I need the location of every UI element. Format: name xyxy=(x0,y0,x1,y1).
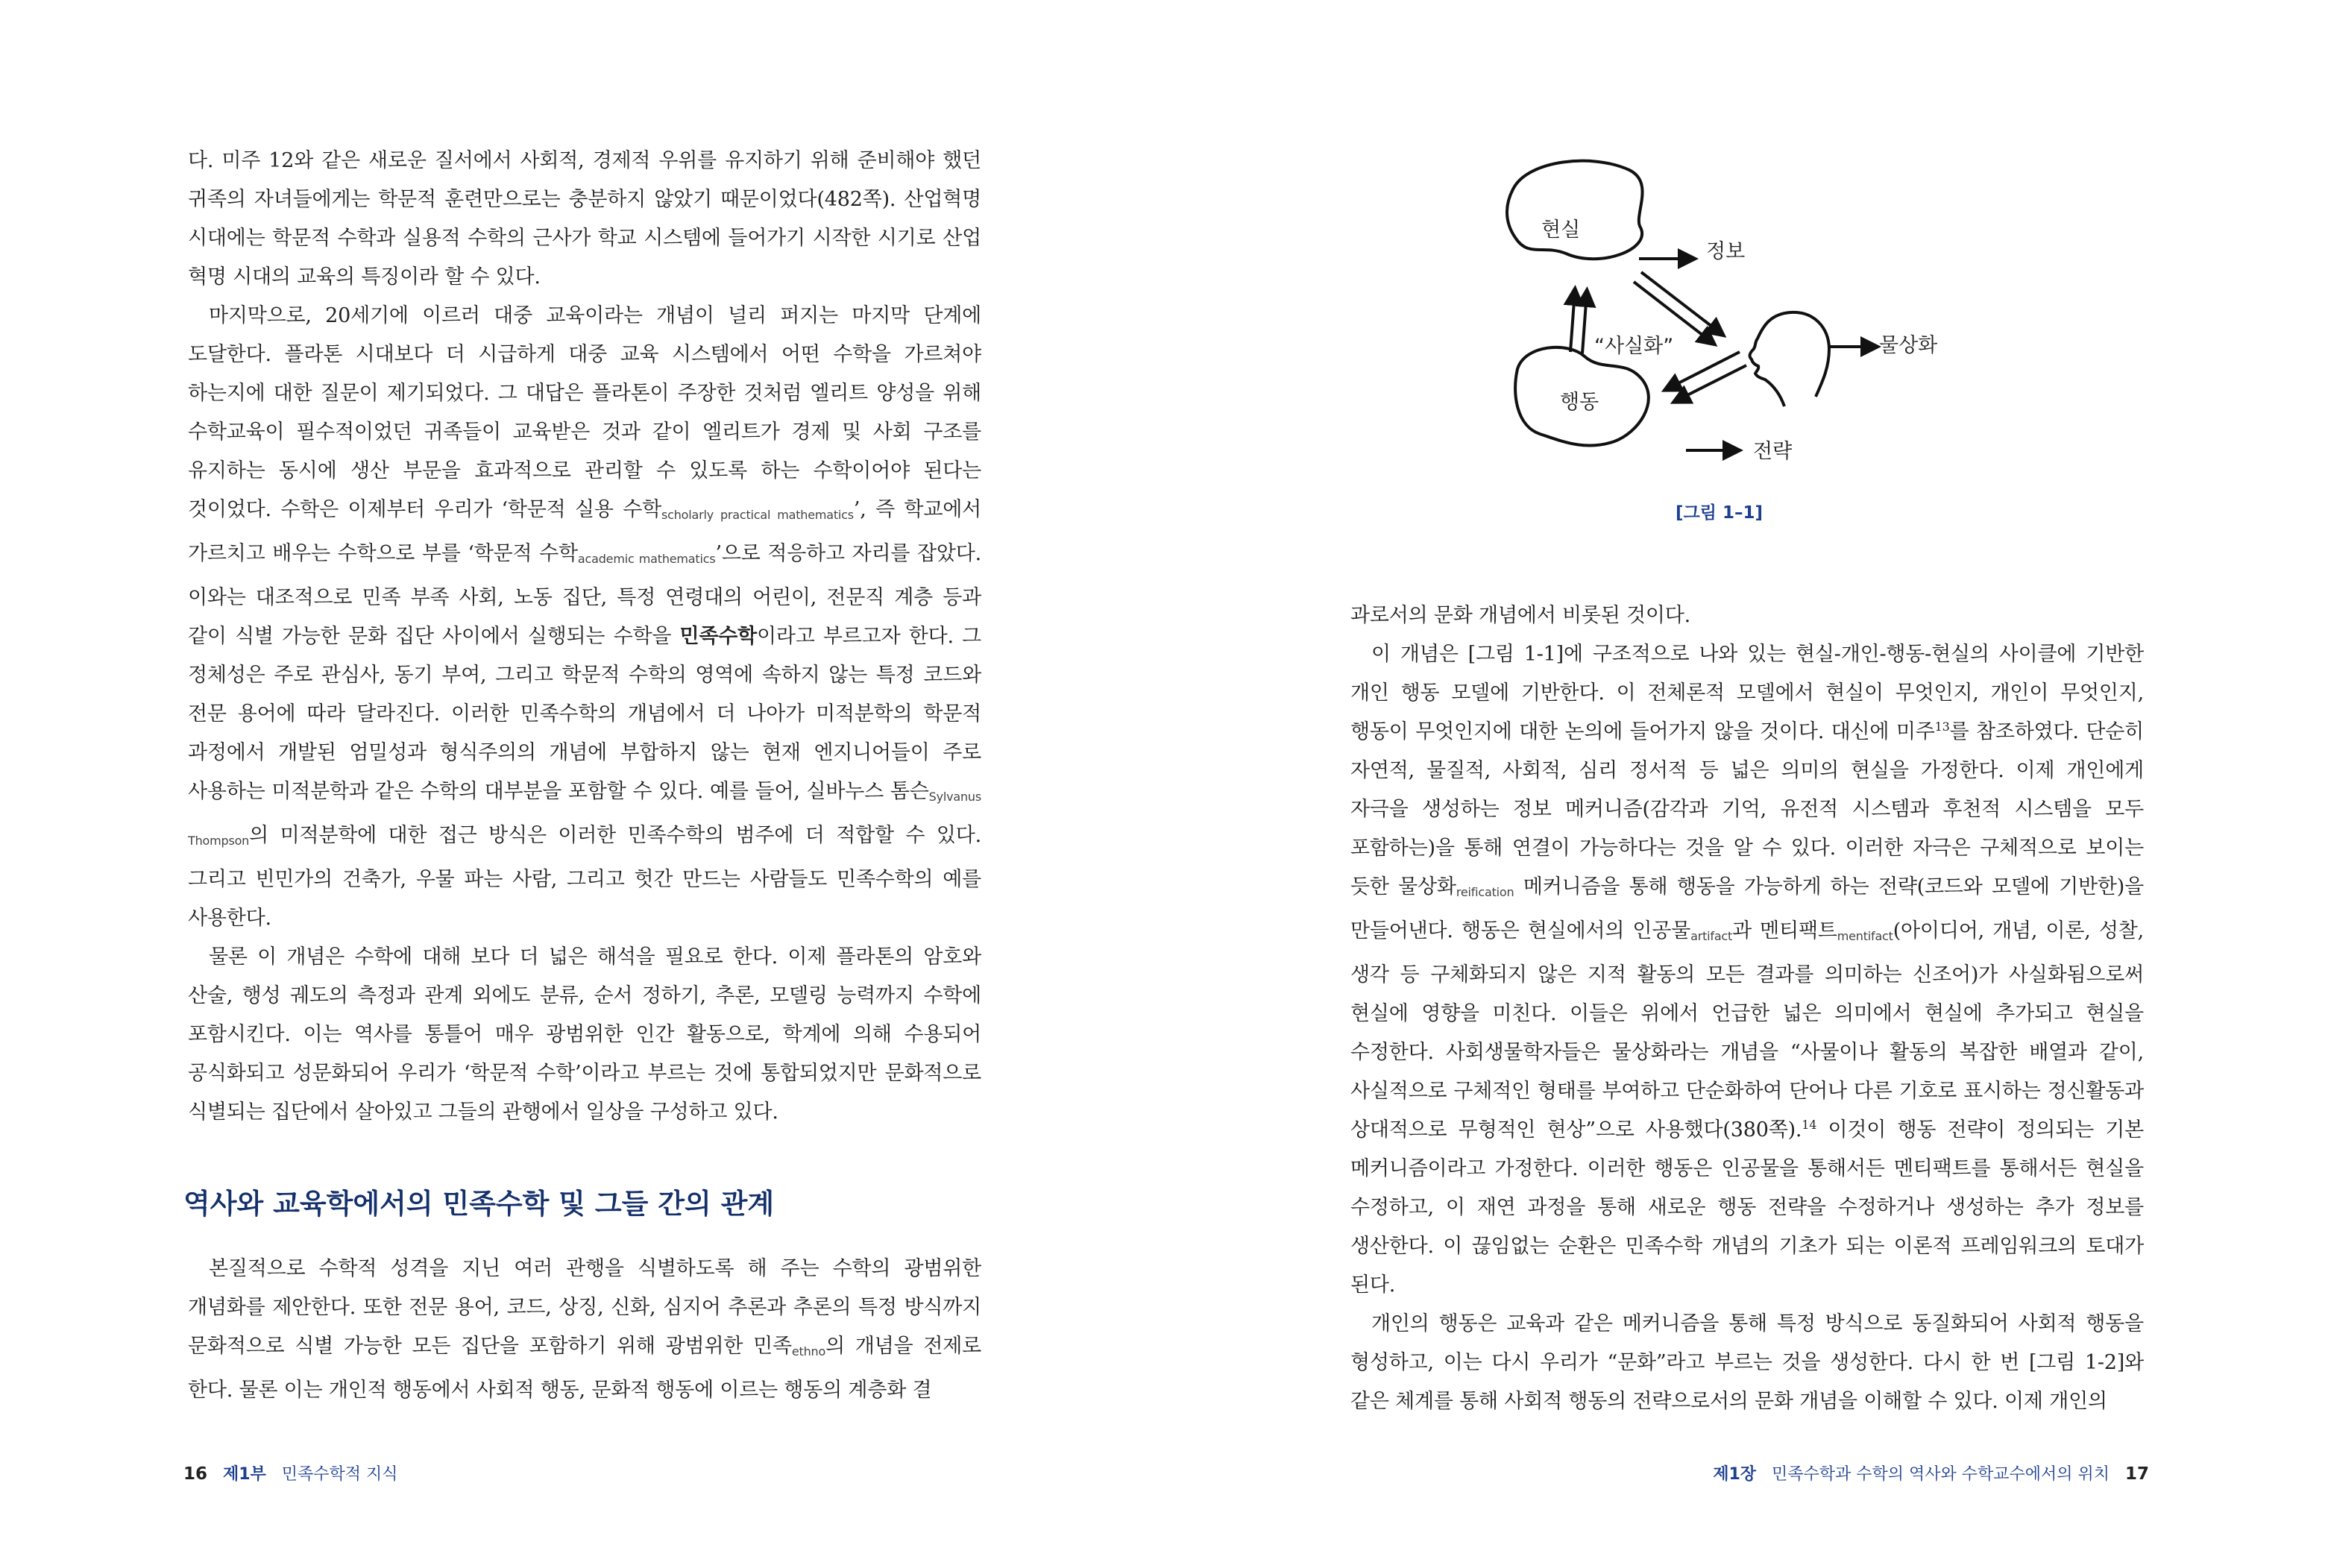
text-run: 의 미적분학에 대한 접근 방식은 이러한 민족수학의 범주에 더 적합할 수 있다. 그리고 빈민가의 건축가, 우물 파는 사람, 그리고 헛간 만드는 사람들도 민족수학의 예를 사용한다. xyxy=(188,824,981,930)
text-run: 마지막으로, 20세기에 이르러 대중 교육이라는 개념이 널리 퍼지는 마지막 단계에 도달한다. 플라톤 시대보다 더 시급하게 대중 교육 시스템에서 어떤 수학을 가르쳐야 하는지에 대한 질문이 제기되었다. 그 대답은 플라톤이 주장한 것처럼 엘리트 양성을 위해 수학교육이 필수적이었던 귀족들이 교육받은 것과 같이 엘리트가 경제 및 사회 구조를 유지하는 동시에 생산 부문을 효과적으로 관리할 수 있도록 하는 수학이어야 된다는 것이었다. 수학은 이제부터 우리가 ‘학문적 실용 수학 xyxy=(188,304,981,521)
text-run: ’, 즉 학교에서 가르치고 배우는 수학으로 부를 ‘학문적 수학 xyxy=(188,498,981,565)
text-run: 의 개념을 전제로 한다. 물론 이는 개인적 행동에서 사회적 행동, 문화적 행동에 이르는 행동의 계층화 결 xyxy=(188,1335,981,1402)
text-run: 이라고 부르고자 한다. 그 정체성은 주로 관심사, 동기 부여, 그리고 학문적 수학의 영역에 속하지 않는 특정 코드와 전문 용어에 따라 달라진다. 이러한 민족수학의 개념에서 더 나아가 미적분학의 학문적 과정에서 개발된 엄밀성과 형식주의의 개념에 부합하지 않는 현재 엔지니어들이 주로 사용하는 미적분학과 같은 수학의 대부분을 포함할 수 있다. 예를 들어, 실바누스 톰슨 xyxy=(188,625,981,803)
endnote-ref: 14 xyxy=(1802,1118,1817,1132)
section-heading: 역사와 교육학에서의 민족수학 및 그들 간의 관계 xyxy=(183,1188,775,1220)
reality-blob xyxy=(1507,161,1643,259)
left-footer xyxy=(183,1461,398,1484)
subscript-term: mentifact xyxy=(1837,929,1893,943)
left-page xyxy=(0,0,1162,1568)
right-body-text xyxy=(1350,596,2144,1421)
subscript-term: academic mathematics xyxy=(577,552,716,566)
materialization-label: 물상화 xyxy=(1879,334,1938,357)
subscript-term: Sylvanus Thompson xyxy=(188,790,981,848)
paragraph xyxy=(188,297,981,938)
chapter-label: 제1장 xyxy=(1713,1465,1756,1484)
reality-to-individual-arrow xyxy=(1634,282,1713,343)
figure-1-1-diagram xyxy=(1503,157,1938,544)
figure-caption: [그림 1–1] xyxy=(1676,503,1763,523)
strategy-label: 전략 xyxy=(1753,440,1793,463)
right-footer xyxy=(1713,1461,2149,1484)
individual-head-icon xyxy=(1750,312,1829,406)
paragraph xyxy=(1350,635,2144,1305)
reality-label: 현실 xyxy=(1541,218,1581,242)
right-page xyxy=(1162,0,2325,1568)
part-title: 민족수학적 지식 xyxy=(281,1465,398,1484)
chapter-title: 민족수학과 수학의 역사와 수학교수에서의 위치 xyxy=(1771,1465,2110,1484)
action-to-reality-arrow xyxy=(1582,292,1587,353)
subscript-term: artifact xyxy=(1690,929,1733,943)
page-number: 16 xyxy=(183,1464,208,1484)
bold-term: 민족수학 xyxy=(679,625,758,648)
text-run: 를 참조하였다. 단순히 자연적, 물질적, 사회적, 심리 정서적 등 넓은 의미의 현실을 가정한다. 이제 개인에게 자극을 생성하는 정보 메커니즘(감각과 기억, 유전적 시스템과 후천적 시스템을 모두 포함하는)을 통해 연결이 가능하다는 것을 알 수 있다. 이러한 자극은 구체적으로 보이는 듯한 물상화 xyxy=(1350,720,2144,898)
endnote-ref: 13 xyxy=(1934,720,1950,734)
text-run: 메커니즘을 통해 행동을 가능하게 하는 전략(코드와 모델에 기반한)을 만들어낸다. 행동은 현실에서의 인공물 xyxy=(1350,875,2144,942)
action-label: 행동 xyxy=(1560,391,1599,414)
subscript-term: ethno xyxy=(791,1344,826,1358)
page-number: 17 xyxy=(2124,1464,2149,1484)
text-run: 본질적으로 수학적 성격을 지닌 여러 관행을 식별하도록 해 주는 수학의 광범위한 개념화를 제안한다. 또한 전문 용어, 코드, 상징, 신화, 심지어 추론과 추론의 특정 방식까지 문화적으로 식별 가능한 모든 집단을 포함하기 위해 광범위한 민족 xyxy=(188,1257,981,1358)
paragraph: 다. 미주 12와 같은 새로운 질서에서 사회적, 경제적 우위를 유지하기 위해 준비해야 했던 귀족의 자녀들에게는 학문적 훈련만으로는 충분하지 않았기 때문이었다(482쪽). 산업혁명 시대에는 학문적 수학과 실용적 수학의 근사가 학교 시스템에 들어가기 시작한 시기로 산업 혁명 시대의 교육의 특징이라 할 수 있다. xyxy=(188,149,981,289)
paragraph: 개인의 행동은 교육과 같은 메커니즘을 통해 특정 방식으로 동질화되어 사회적 행동을 형성하고, 이는 다시 우리가 “문화”라고 부르는 것을 생성한다. 다시 한 번 [그림 1-2]와 같은 체계를 통해 사회적 행동의 전략으로서의 문화 개념을 이해할 수 있다. 이제 개인의 xyxy=(1350,1312,2144,1413)
text-run: 이 개념은 [그림 1-1]에 구조적으로 나와 있는 현실-개인-행동-현실의 사이클에 기반한 개인 행동 모델에 기반한다. 이 전체론적 모델에서 현실이 무엇인지, 개인이 무엇인지, 행동이 무엇인지에 대한 논의에 들어가지 않을 것이다. 대신에 미주 xyxy=(1350,643,2144,743)
individual-to-action-arrow xyxy=(1667,352,1740,389)
individual-to-action-arrow xyxy=(1676,365,1746,401)
left-body-text xyxy=(188,142,981,1132)
left-body-text-2 xyxy=(188,1250,981,1410)
subscript-term: scholarly practical mathematics xyxy=(661,508,854,522)
text-run: 이것이 행동 전략이 정의되는 기본 메커니즘이라고 가정한다. 이러한 행동은 인공물을 통해서든 멘티팩트를 통해서든 현실을 수정하고, 이 재연 과정을 통해 새로운 행동 전략을 수정하거나 생성하는 추가 정보를 생산한다. 이 끊임없는 순환은 민족수학 개념의 기초가 되는 이론적 프레임워크의 토대가 된다. xyxy=(1350,1118,2144,1297)
paragraph xyxy=(188,1250,981,1410)
text-run: (아이디어, 개념, 이론, 성찰, 생각 등 구체화되지 않은 지적 활동의 모든 결과를 의미하는 신조어)가 사실화됨으로써 현실에 영향을 미친다. 이들은 위에서 언급한 넓은 의미에서 현실에 추가되고 현실을 수정한다. 사회생물학자들은 물상화라는 개념을 “사물이나 활동의 복잡한 배열과 같이, 사실적으로 구체적인 형태를 부여하고 단순화하여 단어나 다른 기호로 표시하는 정신활동과 상대적으로 무형적인 현상”으로 사용했다(380쪽). xyxy=(1350,919,2144,1142)
part-label: 제1부 xyxy=(223,1465,266,1484)
paragraph: 과로서의 문화 개념에서 비롯된 것이다. xyxy=(1350,604,1691,627)
reification-label: “사실화” xyxy=(1594,335,1674,358)
action-to-reality-arrow xyxy=(1570,291,1575,352)
subscript-term: reification xyxy=(1456,885,1514,899)
text-run: 과 멘티팩트 xyxy=(1732,919,1837,942)
reality-to-individual-arrow xyxy=(1641,272,1722,334)
paragraph: 물론 이 개념은 수학에 대해 보다 더 넓은 해석을 필요로 한다. 이제 플라톤의 암호와 산술, 행성 궤도의 측정과 관계 외에도 분류, 순서 정하기, 추론, 모델링 능력까지 수학에 포함시킨다. 이는 역사를 통틀어 매우 광범위한 인간 활동으로, 학계에 의해 수용되어 공식화되고 성문화되어 우리가 ‘학문적 수학’이라고 부르는 것에 통합되었지만 문화적으로 식별되는 집단에서 살아있고 그들의 관행에서 일상을 구성하고 있다. xyxy=(188,945,981,1124)
information-label: 정보 xyxy=(1706,240,1746,263)
text-run: ’으로 적응하고 자리를 잡았다. 이와는 대조적으로 민족 부족 사회, 노동 집단, 특정 연령대의 어린이, 전문직 계층 등과 같이 식별 가능한 문화 집단 사이에서 실행되는 수학을 xyxy=(188,542,982,648)
